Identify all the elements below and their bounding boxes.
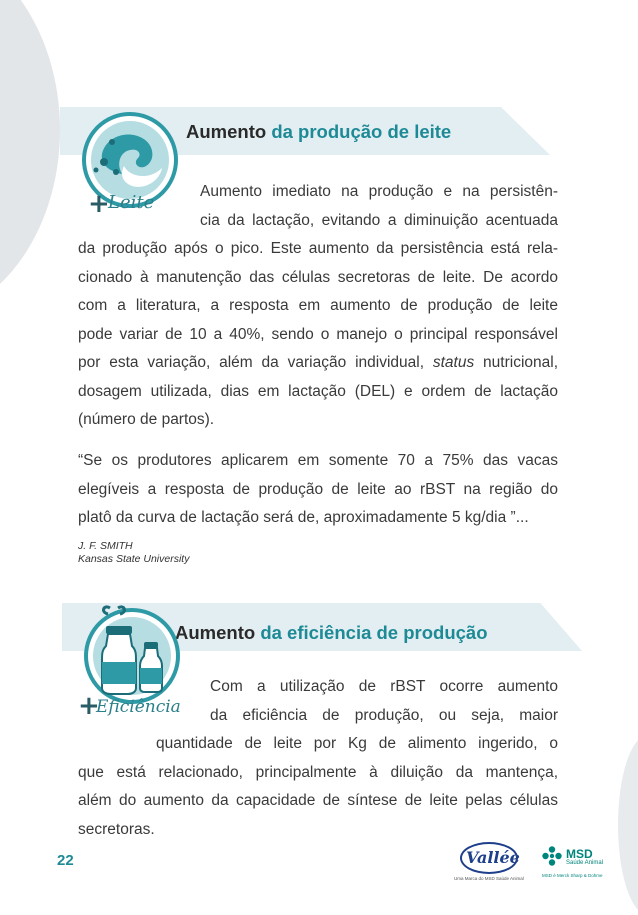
decorative-shape-left xyxy=(0,0,60,320)
paragraph-line-mixed xyxy=(78,349,558,378)
svg-text:+: + xyxy=(78,691,100,720)
title-accent: da eficiência de produção xyxy=(260,622,488,643)
msd-logo-subtitle: Saúde Animal xyxy=(566,860,604,866)
quote-author xyxy=(78,540,189,566)
paragraph-line: dosagem utilizada, dias em lactação (DEL) e ordem de lactação xyxy=(78,382,558,400)
msd-logo-text: MSD xyxy=(566,847,593,861)
badge-label-eficiencia: Eficiência xyxy=(96,697,181,717)
vallee-logo-text: Vallée xyxy=(466,848,520,867)
quote-block xyxy=(78,447,558,533)
paragraph-line: (número de partos). xyxy=(78,411,215,428)
text-run: nutricional, xyxy=(474,354,559,371)
badge-label-leite: Leite xyxy=(108,192,155,213)
paragraph-line: quantidade de leite por Kg de alimento ingerido, o xyxy=(156,735,558,752)
author-name: J. F. SMITH xyxy=(78,540,133,552)
paragraph-efficiency xyxy=(78,673,558,844)
section-title-production xyxy=(186,121,451,143)
msd-logo xyxy=(542,846,612,886)
msd-mark-icon xyxy=(542,846,562,866)
paragraph-line: além do aumento da capacidade de síntese de leite pelas células xyxy=(78,792,558,809)
quote-line: “Se os produtores aplicarem em somente 70 a 75% das vacas xyxy=(78,452,558,469)
paragraph-line: pode variar de 10 a 40%, sendo o manejo o principal responsável xyxy=(78,325,558,343)
title-accent: da produção de leite xyxy=(271,121,452,142)
decorative-shape-right xyxy=(618,735,638,915)
paragraph-line: da eficiência de produção, ou seja, maior xyxy=(210,706,558,724)
paragraph-line: Aumento imediato na produção e na persistên- xyxy=(200,183,558,200)
quote-line: platô da curva de lactação será de, aproximadamente 5 kg/dia ”... xyxy=(78,509,529,526)
text-run: por esta variação, além da variação individual, xyxy=(78,354,433,371)
paragraph-line: que está relacionado, principalmente à diluição da mantença, xyxy=(78,763,558,781)
section-title-efficiency xyxy=(175,622,488,644)
svg-text:+: + xyxy=(88,189,110,219)
paragraph-line: Com a utilização de rBST ocorre aumento xyxy=(210,678,558,695)
title-plain: Aumento xyxy=(175,622,261,643)
quote-line: elegíveis a resposta de produção de leite ao rBST na região do xyxy=(78,480,558,498)
title-plain: Aumento xyxy=(186,121,272,142)
paragraph-line: com a literatura, a resposta em aumento de produção de leite xyxy=(78,297,558,314)
page-number: 22 xyxy=(57,852,74,869)
paragraph-line: cionado à manutenção das células secretoras de leite. De acordo xyxy=(78,268,558,286)
paragraph-line: cia da lactação, evitando a diminuição acentuada xyxy=(200,211,558,229)
paragraph-line: secretoras. xyxy=(78,820,155,838)
italic-run: status xyxy=(432,354,475,371)
vallee-logo xyxy=(454,842,526,884)
author-affiliation: Kansas State University xyxy=(78,553,190,565)
paragraph-production xyxy=(78,178,558,435)
paragraph-line: da produção após o pico. Este aumento da persistência está rela- xyxy=(78,240,558,257)
vallee-logo-subtitle: Uma Marca do MSD Saúde Animal xyxy=(454,876,524,881)
msd-logo-footnote: MSD é Merck Sharp & Dohme xyxy=(542,873,603,878)
